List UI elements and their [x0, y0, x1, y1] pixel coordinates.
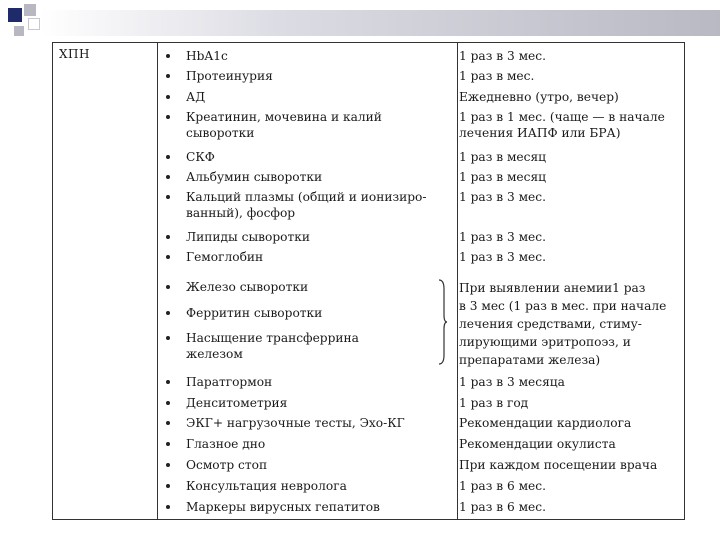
table-row-item: Паратгормон: [186, 375, 273, 389]
table-row-item: Липиды сыворотки: [186, 230, 310, 244]
bullet-icon: [166, 311, 170, 315]
monitoring-table: [52, 42, 685, 520]
bullet-icon: [166, 74, 170, 78]
bullet-icon: [166, 235, 170, 239]
table-row-frequency: Ежедневно (утро, вечер): [459, 90, 619, 104]
bullet-icon: [166, 155, 170, 159]
bullet-icon: [166, 336, 170, 340]
table-row-frequency: 1 раз в 6 мес.: [459, 479, 546, 493]
bullet-icon: [166, 115, 170, 119]
bullet-icon: [166, 95, 170, 99]
table-row-frequency: 1 раз в 3 мес.: [459, 230, 546, 244]
table-row-item: Железо сыворотки: [186, 280, 309, 294]
table-row-item: Креатинин, мочевина и калий сыворотки: [186, 110, 382, 140]
table-row-item: Осмотр стоп: [186, 458, 268, 472]
bullet-icon: [166, 380, 170, 384]
table-row-item: Альбумин сыворотки: [186, 170, 323, 184]
bullet-icon: [166, 463, 170, 467]
table-row-item: Глазное дно: [186, 437, 266, 451]
table-row-item: Денситометрия: [186, 396, 288, 410]
table-row-frequency: 1 раз в мес.: [459, 69, 535, 83]
bullet-icon: [166, 401, 170, 405]
corner-square-gray-2: [14, 26, 24, 36]
bullet-icon: [166, 255, 170, 259]
table-row-item: АД: [186, 90, 206, 104]
table-row-frequency: При каждом посещении врача: [459, 458, 658, 472]
table-row-frequency: 1 раз в 3 месяца: [459, 375, 565, 389]
corner-square-gray: [24, 4, 36, 16]
table-row-item: Гемоглобин: [186, 250, 264, 264]
table-row-frequency: 1 раз в 3 мес.: [459, 190, 546, 204]
table-row-item: Протеинурия: [186, 69, 273, 83]
table-row-frequency: 1 раз в 1 мес. (чаще — в начале лечения ИАПФ или БРА): [459, 110, 665, 140]
column-divider-1: [157, 43, 158, 519]
bullet-icon: [166, 484, 170, 488]
table-row-frequency: 1 раз в месяц: [459, 150, 546, 164]
corner-square-navy: [8, 8, 22, 22]
corner-square-white: [28, 18, 40, 30]
table-row-item: Маркеры вирусных гепатитов: [186, 500, 380, 514]
bullet-icon: [166, 421, 170, 425]
column-divider-2: [457, 43, 458, 519]
table-row-item: Консультация невролога: [186, 479, 347, 493]
table-row-frequency: 1 раз в 3 мес.: [459, 49, 546, 63]
bullet-icon: [166, 442, 170, 446]
table-row-frequency: 1 раз в 3 мес.: [459, 250, 546, 264]
bullet-icon: [166, 505, 170, 509]
table-row-item: ЭКГ+ нагрузочные тесты, Эхо-КГ: [186, 416, 405, 430]
table-row-item: СКФ: [186, 150, 215, 164]
table-row-item: Кальций плазмы (общий и ионизиро- ванный), фосфор: [186, 190, 427, 220]
table-row-frequency: 1 раз в 6 мес.: [459, 500, 546, 514]
bullet-icon: [166, 195, 170, 199]
bracket-icon: [438, 279, 448, 365]
bullet-icon: [166, 285, 170, 289]
column-label: ХПН: [59, 47, 90, 61]
table-row-item: HbA1c: [186, 49, 228, 63]
table-row-frequency: Рекомендации кардиолога: [459, 416, 632, 430]
iron-group-frequency: При выявлении анемии1 раз в 3 мес (1 раз в мес. при начале лечения средствами, стиму- лирующими эритропоэз, и препаратами железа): [459, 281, 667, 367]
table-row-item: Насыщение трансферрина железом: [186, 331, 359, 361]
bullet-icon: [166, 175, 170, 179]
slide-header-bar: [40, 10, 720, 36]
table-row-frequency: 1 раз в год: [459, 396, 529, 410]
bullet-icon: [166, 54, 170, 58]
table-row-item: Ферритин сыворотки: [186, 306, 323, 320]
table-row-frequency: 1 раз в месяц: [459, 170, 546, 184]
table-row-frequency: Рекомендации окулиста: [459, 437, 616, 451]
